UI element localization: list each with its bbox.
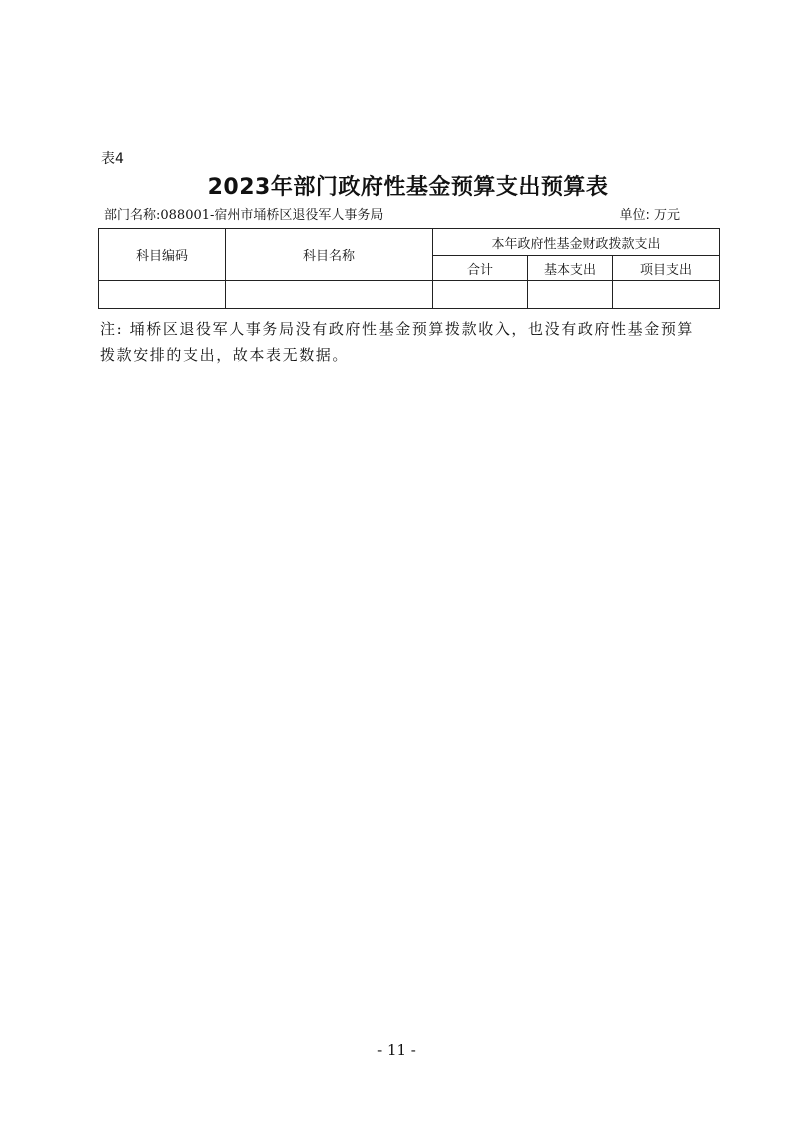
unit-label: 单位: 万元 [619, 208, 680, 223]
cell-code [99, 281, 226, 309]
header-code: 科目编码 [99, 229, 226, 281]
header-project: 项目支出 [613, 256, 720, 281]
cell-name [226, 281, 433, 309]
cell-total [433, 281, 528, 309]
table-label: 表4 [101, 151, 124, 167]
header-group: 本年政府性基金财政拨款支出 [433, 229, 720, 256]
page-title: 2023年部门政府性基金预算支出预算表 [207, 175, 609, 200]
department-name: 部门名称:088001-宿州市埇桥区退役军人事务局 [104, 208, 384, 223]
cell-project [613, 281, 720, 309]
note-text: 注: 埇桥区退役军人事务局没有政府性基金预算拨款收入，也没有政府性基金预算拨款安排的支出，故本表无数据。 [100, 320, 695, 364]
budget-table [98, 228, 720, 309]
cell-basic [528, 281, 613, 309]
meta-row [104, 207, 680, 225]
page-number: - 11 - [377, 1041, 416, 1059]
header-row-1 [99, 229, 720, 256]
header-name: 科目名称 [226, 229, 433, 281]
header-basic: 基本支出 [528, 256, 613, 281]
table-row [99, 281, 720, 309]
header-total: 合计 [433, 256, 528, 281]
